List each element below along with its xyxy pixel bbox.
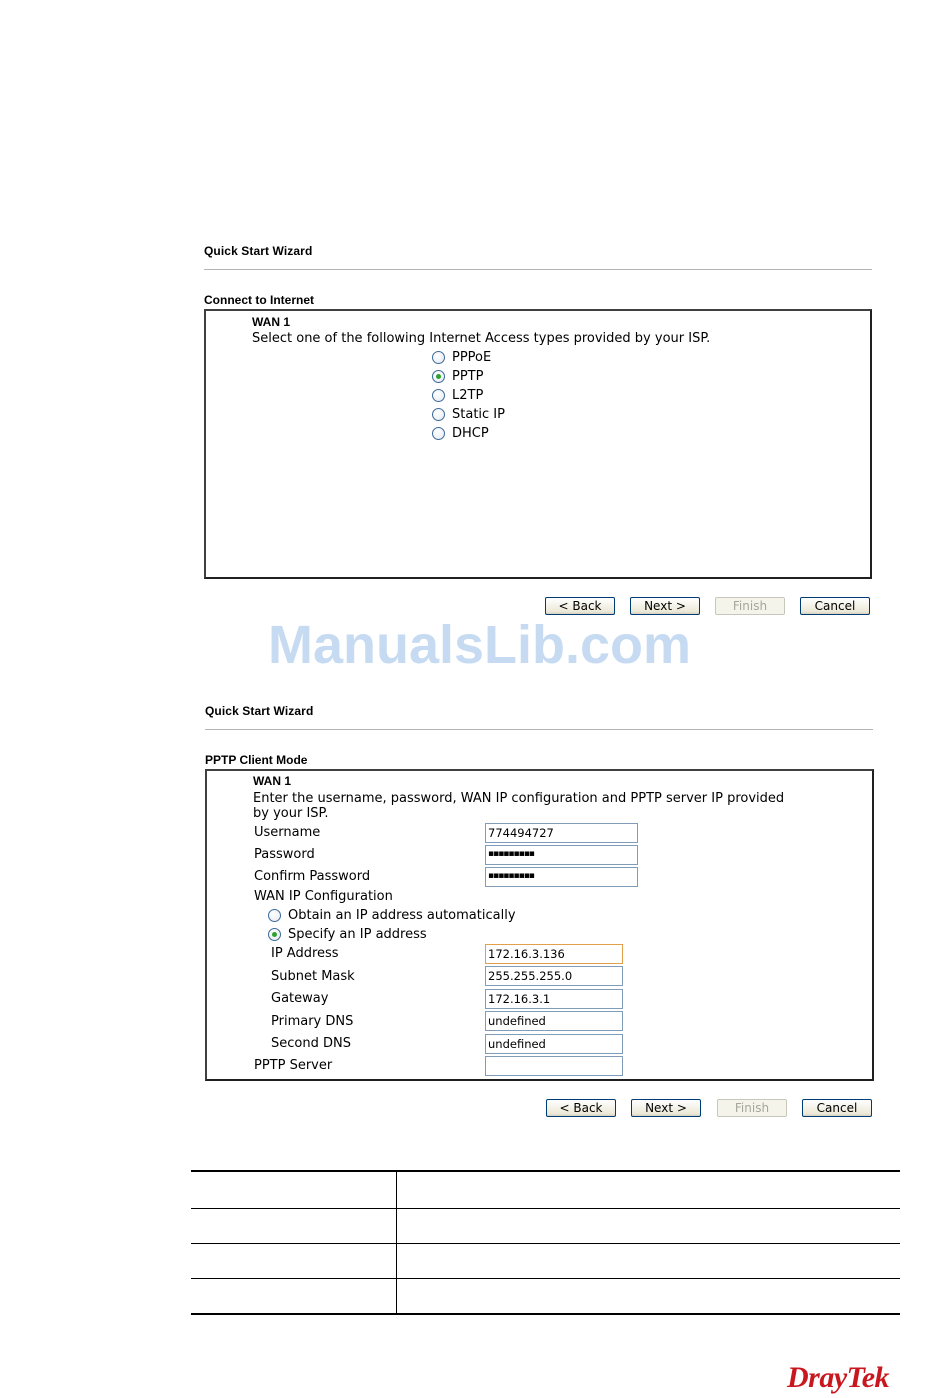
table-column-divider [396,1170,397,1315]
pptp-server-label: PPTP Server [254,1058,333,1073]
gateway-input[interactable]: 172.16.3.1 [485,989,623,1009]
gateway-label: Gateway [271,991,329,1006]
draytek-logo: DrayTek [787,1361,890,1394]
finish-button: Finish [717,1099,787,1117]
primary-dns-input[interactable]: undefined [485,1011,623,1031]
radio-pptp[interactable] [432,370,445,383]
confirm-password-label: Confirm Password [254,869,371,884]
title-divider [205,729,873,730]
specify-ip-label: Specify an IP address [288,927,427,942]
table-top-border [191,1170,900,1172]
option-label-l2tp: L2TP [452,388,484,403]
username-input[interactable]: 774494727 [485,823,638,843]
table-bottom-border [191,1313,900,1315]
wizard-title: Quick Start Wizard [204,244,313,258]
second-dns-input[interactable]: undefined [485,1034,623,1054]
ip-address-label: IP Address [271,946,339,961]
obtain-ip-auto-label: Obtain an IP address automatically [288,908,516,923]
radio-obtain-ip-auto[interactable] [268,909,281,922]
password-input[interactable]: ▪▪▪▪▪▪▪▪▪ [485,845,638,865]
subnet-mask-label: Subnet Mask [271,969,355,984]
username-label: Username [254,825,321,840]
pptp-instruction-line2: by your ISP. [253,806,329,821]
password-label: Password [254,847,315,862]
access-type-instruction: Select one of the following Internet Access types provided by your ISP. [252,331,711,346]
title-divider [204,269,872,270]
next-button[interactable]: Next > [631,1099,701,1117]
back-button[interactable]: < Back [546,1099,616,1117]
cancel-button[interactable]: Cancel [802,1099,872,1117]
radio-dhcp[interactable] [432,427,445,440]
back-button[interactable]: < Back [545,597,615,615]
option-label-static-ip: Static IP [452,407,505,422]
option-label-dhcp: DHCP [452,426,489,441]
table-row-divider [191,1278,900,1279]
table-row-divider [191,1208,900,1209]
pptp-server-input[interactable] [485,1056,623,1076]
section-title: Connect to Internet [204,293,314,307]
subnet-mask-input[interactable]: 255.255.255.0 [485,966,623,986]
wan-label: WAN 1 [252,315,291,329]
wan-label: WAN 1 [253,774,292,788]
finish-button: Finish [715,597,785,615]
option-label-pppoe: PPPoE [452,350,492,365]
second-dns-label: Second DNS [271,1036,351,1051]
next-button[interactable]: Next > [630,597,700,615]
watermark-text: ManualsLib.com [268,615,692,675]
radio-specify-ip[interactable] [268,928,281,941]
pptp-instruction-line1: Enter the username, password, WAN IP configuration and PPTP server IP provided [253,791,785,806]
confirm-password-input[interactable]: ▪▪▪▪▪▪▪▪▪ [485,867,638,887]
wan-ip-config-label: WAN IP Configuration [254,889,393,904]
radio-pppoe[interactable] [432,351,445,364]
ip-address-input[interactable]: 172.16.3.136 [485,944,623,964]
section-title: PPTP Client Mode [205,753,308,767]
wizard-title: Quick Start Wizard [205,704,314,718]
radio-l2tp[interactable] [432,389,445,402]
primary-dns-label: Primary DNS [271,1014,354,1029]
option-label-pptp: PPTP [452,369,484,384]
radio-static-ip[interactable] [432,408,445,421]
cancel-button[interactable]: Cancel [800,597,870,615]
connect-panel [204,309,872,579]
table-row-divider [191,1243,900,1244]
